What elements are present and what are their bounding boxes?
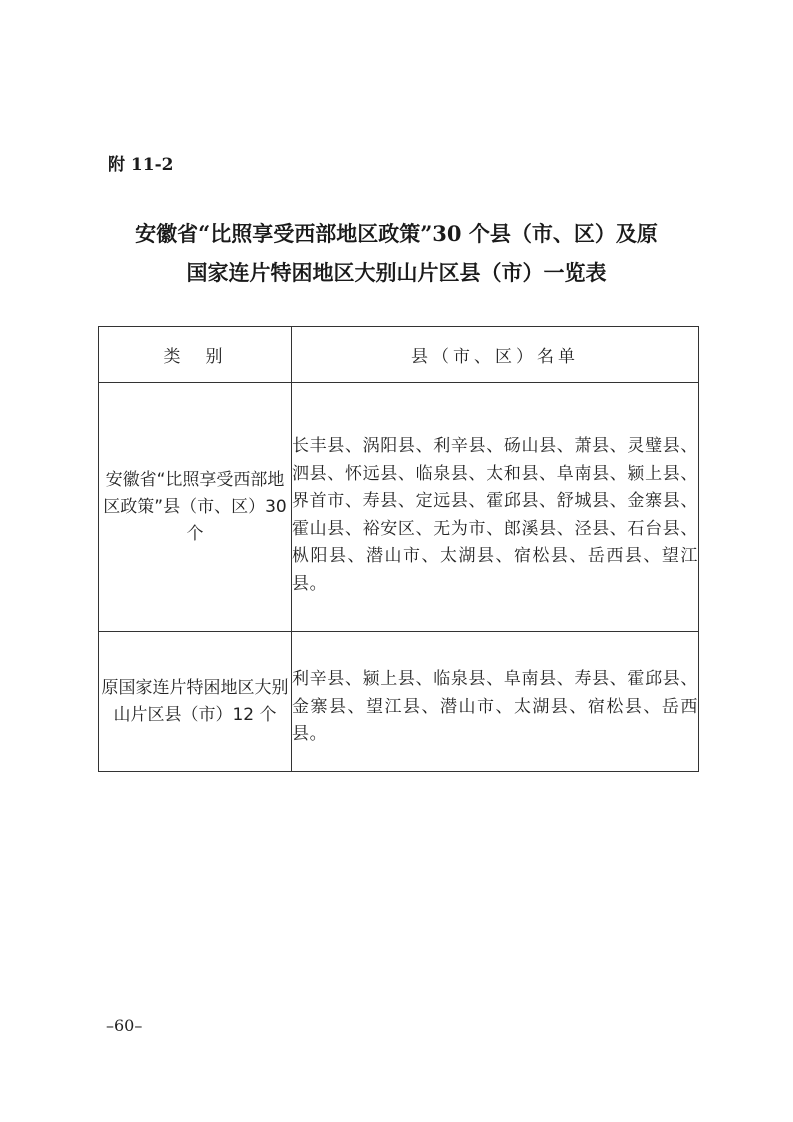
table-row	[99, 632, 699, 772]
title-line-1: 安徽省“比照享受西部地区政策”30 个县（市、区）及原	[135, 221, 658, 246]
table-row	[99, 383, 699, 632]
category-cell: 原国家连片特困地区大别山片区县（市）12 个	[99, 632, 292, 772]
page-number: –60–	[106, 1016, 143, 1035]
header-category: 类 别	[99, 327, 292, 383]
title-line-2: 国家连片特困地区大别山片区县（市）一览表	[186, 260, 607, 285]
county-list-table	[98, 326, 699, 772]
appendix-label: 附 11-2	[108, 155, 174, 175]
table-header-row	[99, 327, 699, 383]
names-cell: 利辛县、颍上县、临泉县、阜南县、寿县、霍邱县、金寨县、望江县、潜山市、太湖县、宿松县、岳西县。	[292, 632, 699, 772]
document-title	[80, 214, 713, 292]
category-cell: 安徽省“比照享受西部地区政策”县（市、区）30 个	[99, 383, 292, 632]
names-cell: 长丰县、涡阳县、利辛县、砀山县、萧县、灵璧县、泗县、怀远县、临泉县、太和县、阜南县、颍上县、界首市、寿县、定远县、霍邱县、舒城县、金寨县、霍山县、裕安区、无为市、郎溪县、泾县、石台县、枞阳县、潜山市、太湖县、宿松县、岳西县、望江县。	[292, 383, 699, 632]
header-names: 县（市、区）名单	[292, 327, 699, 383]
